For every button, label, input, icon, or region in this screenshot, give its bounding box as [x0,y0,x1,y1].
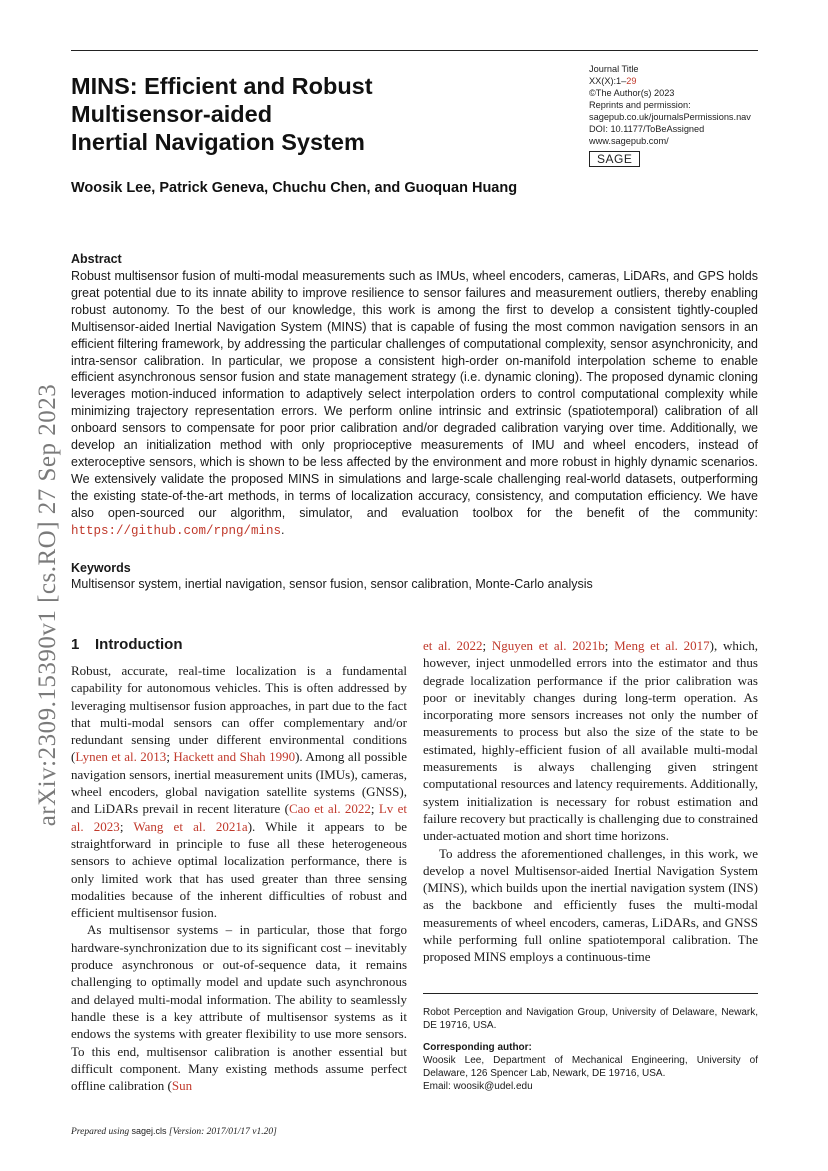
abstract-heading: Abstract [71,252,122,266]
reprints-label: Reprints and permission: [589,100,691,110]
journal-metadata [589,63,751,167]
reprints-url[interactable]: sagepub.co.uk/journalsPermissions.nav [589,112,751,122]
keywords-section [71,561,758,593]
header-rule [71,50,758,51]
footnote-rule [423,993,758,994]
publisher-website[interactable]: www.sagepub.com/ [589,136,669,146]
citation-link[interactable]: et al. 2022 [423,638,483,653]
citation-link[interactable]: Nguyen et al. 2021b [491,638,605,653]
sage-logo: SAGE [589,151,640,167]
section-heading-introduction [71,636,182,653]
corresponding-author-heading: Corresponding author: [423,1042,532,1053]
section-number: 1 [71,636,80,653]
citation-link[interactable]: Hackett and Shah 1990 [173,749,296,765]
corresponding-author-email[interactable]: Email: woosik@udel.edu [423,1081,533,1092]
corresponding-author-address: Woosik Lee, Department of Mechanical Engineering, University of Delaware, 126 Spencer Lab, Newark, DE 19716, USA. [423,1055,758,1079]
affiliation: Robot Perception and Navigation Group, University of Delaware, Newark, DE 19716, USA. [423,1007,758,1031]
intro-paragraph-2: As multisensor systems – in particular, those that forgo hardware-synchronization due to its significant cost – inevitably produce asynchronous or out-of-sequence data, it remains challenging to optimally model and update such asynchronous and delayed multi-modal information. The ability to seamlessly handle these is a key attribute of multisensor systems as it endows the systems with greater flexibility to use more sensors. To this end, multisensor calibration is another essential but difficult component. Many existing methods assume perfect offline calibration (Sun [71,922,407,1094]
intro-paragraph-1: Robust, accurate, real-time localization is a fundamental capability for autonomous vehicles. This is often addressed by leveraging multisensor fusion approaches, in part due to the fact that multi-modal sensors can offer complementary and/or redundant sensing under different environmental conditions (Lynen et al. 2013; Hackett and Shah 1990). Among all possible navigation sensors, inertial measurement units (IMUs), cameras, wheel encoders, global navigation satellite systems (GNSS), and LiDARs prevail in recent literature (Cao et al. 2022; Lv et al. 2023; Wang et al. 2021a). While it appears to be straightforward in principle to fuse all these heterogeneous sensors to achieve optimal localization performance, there is only limited work that has used greater than three sensing modalities because of the inherent difficulties of robust and efficient multisensor fusion. [71,663,407,921]
author-list: Woosik Lee, Patrick Geneva, Chuchu Chen, and Guoquan Huang [71,180,518,196]
volume-info: XX(X):1–29 [589,76,637,86]
page-count-link[interactable]: 29 [626,76,637,86]
abstract-section [71,252,758,540]
arxiv-identifier[interactable]: arXiv:2309.15390v1 [cs.RO] 27 Sep 2023 [34,383,61,827]
keywords-heading: Keywords [71,561,131,575]
left-column [71,662,407,1094]
intro-paragraph-2-continued: et al. 2022; Nguyen et al. 2021b; Meng et al. 2017), which, however, inject unmodelled errors into the estimator and thus degrade localization performance if the prior calibration was poor or inevitably changes during long-term operation. As incorporating more sensors increases not only the number of measurements to process but also the size of the state to be estimated, highly-efficient fusion of all available multi-modal measurements is always challenging given stringent computational resources and latency requirements. Additionally, system initialization is necessary for robust estimation and failure recovery but practically is challenging due to constrained under-actuated motion and short time horizons. [423,638,759,844]
title-line-1: MINS: Efficient and Robust [71,73,373,99]
journal-title: Journal Title [589,64,639,74]
citation-link[interactable]: Wang et al. 2021a [133,818,248,834]
class-file-name: sagej.cls [131,1126,167,1136]
doi: DOI: 10.1177/ToBeAssigned [589,124,705,134]
section-title: Introduction [95,636,183,653]
citation-link[interactable]: Cao et al. 2022 [288,801,371,817]
intro-paragraph-3: To address the aforementioned challenges, in this work, we develop a novel Multisensor-aided Inertial Navigation System (MINS), which builds upon the inertial navigation system (INS) as the backbone and efficiently fuses the multi-modal measurements of wheel encoders, cameras, LiDARs, and GNSS while performing full online spatiotemporal calibration. The proposed MINS employs a continuous-time [423,845,758,965]
title-line-3: Inertial Navigation System [71,129,365,155]
right-column [423,637,758,966]
citation-link[interactable]: Meng et al. 2017 [614,638,710,653]
copyright: ©The Author(s) 2023 [589,88,675,98]
abstract-text: Robust multisensor fusion of multi-modal measurements such as IMUs, wheel encoders, cameras, LiDARs, and GPS holds great potential due to its innate ability to improve resilience to sensor failures and measurement outliers, thereby enabling robust autonomy. To the best of our knowledge, this work is among the first to develop a consistent tightly-coupled Multisensor-aided Inertial Navigation System (MINS) that is capable of fusing the most common navigation sensors in an efficient filtering framework, by addressing the particular challenges of computational complexity, sensor asynchronicity, and intra-sensor calibration. In particular, we propose a consistent high-order on-manifold interpolation scheme to enable efficient asynchronous sensor fusion and state management strategy (i.e. dynamic cloning). The proposed dynamic cloning leverages motion-induced information to adaptively select interpolation orders to control computational complexity while minimizing trajectory representation errors. We perform online intrinsic and extrinsic (spatiotemporal) calibration of all onboard sensors to compensate for poor prior calibration and/or degraded calibration varying over time. Additionally, we develop an initialization method with only proprioceptive measurements of IMU and wheel encoders, instead of exteroceptive sensors, which is shown to be less affected by the environment and more robust in highly dynamic scenarios. We extensively validate the proposed MINS in simulations and large-scale challenging real-world datasets, outperforming the existing state-of-the-art methods, in terms of localization accuracy, consistency, and computation efficiency. We have also open-sourced our algorithm, simulator, and evaluation toolbox for the benefit of the community: https://github.com/rpng/mins. [71,269,758,538]
page-footer: Prepared using sagej.cls [Version: 2017/01/17 v1.20] [71,1126,277,1137]
footnotes [423,1006,758,1093]
citation-link[interactable]: Lv et al. 2023 [71,801,407,834]
title-line-2: Multisensor-aided [71,101,273,127]
citation-link[interactable]: Lynen et al. 2013 [75,749,167,765]
citation-link[interactable]: Sun [171,1078,193,1094]
keywords-text: Multisensor system, inertial navigation, sensor fusion, sensor calibration, Monte-Carlo analysis [71,577,593,591]
github-link[interactable]: https://github.com/rpng/mins [71,523,282,538]
paper-title [71,72,531,156]
